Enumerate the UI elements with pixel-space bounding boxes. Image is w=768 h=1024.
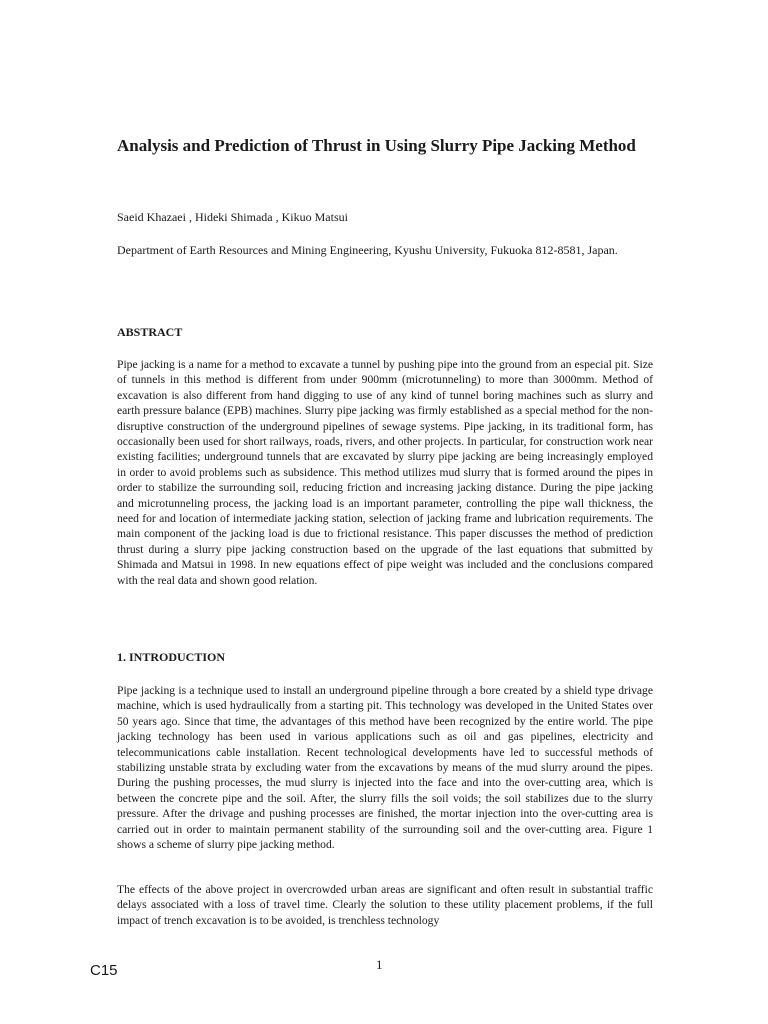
footer-code: C15	[90, 962, 118, 979]
paper-title: Analysis and Prediction of Thrust in Using Slurry Pipe Jacking Method	[117, 136, 636, 155]
introduction-paragraph-1: Pipe jacking is a technique used to install an underground pipeline through a bore created by a shield type drivage machine, which is used hydraulically from a starting pit. This technology was developed in the United States over 50 years ago. Since that time, the advantages of this method have been recognized by the entire world. The pipe jacking technology has been used in various applications such as oil and gas pipelines, electricity and telecommunications cable installation. Recent technological developments have led to successful methods of stabilizing unstable strata by excluding water from the excavations by means of the mud slurry around the pipes. During the pushing processes, the mud slurry is injected into the face and into the over-cutting area, which is between the concrete pipe and the soil. After, the slurry fills the soil voids; the soil stabilizes due to the slurry pressure. After the drivage and pushing processes are finished, the mortar injection into the over-cutting area is carried out in order to maintain permanent stability of the surrounding soil and the over-cutting area. Figure 1 shows a scheme of slurry pipe jacking method.	[117, 684, 653, 852]
abstract-heading: ABSTRACT	[117, 325, 183, 339]
author-list: Saeid Khazaei , Hideki Shimada , Kikuo Matsui	[117, 210, 348, 224]
introduction-paragraph-2: The effects of the above project in overcrowded urban areas are significant and often result in substantial traffic delays associated with a loss of travel time. Clearly the solution to these utility placement problems, if the full impact of trench excavation is to be avoided, is trenchless technology	[117, 883, 653, 927]
page-number: 1	[376, 957, 383, 972]
introduction-heading: 1. INTRODUCTION	[117, 650, 226, 664]
abstract-text: Pipe jacking is a name for a method to excavate a tunnel by pushing pipe into the ground from an especial pit. Size of tunnels in this method is different from under 900mm (microtunneling) to more than 3000mm. Method of excavation is also different from hand digging to use of any kind of tunnel boring machines such as slurry and earth pressure balance (EPB) machines. Slurry pipe jacking was firmly established as a special method for the non-disruptive construction of the underground pipelines of sewage systems. Pipe jacking, in its traditional form, has occasionally been used for short railways, roads, rivers, and other projects. In particular, for construction work near existing facilities; underground tunnels that are excavated by slurry pipe jacking are being increasingly employed in order to avoid problems such as subsidence. This method utilizes mud slurry that is formed around the pipes in order to stabilize the surrounding soil, reducing friction and increasing jacking distance. During the pipe jacking and microtunneling process, the jacking load is an important parameter, controlling the pipe wall thickness, the need for and location of intermediate jacking station, selection of jacking frame and lubrication requirements. The main component of the jacking load is due to frictional resistance. This paper discusses the method of prediction thrust during a slurry pipe jacking construction based on the upgrade of the last equations that submitted by Shimada and Matsui in 1998. In new equations effect of pipe weight was included and the conclusions compared with the real data and shown good relation.	[117, 358, 653, 587]
affiliation: Department of Earth Resources and Mining Engineering, Kyushu University, Fukuoka 812-8581, Japan.	[117, 243, 618, 257]
